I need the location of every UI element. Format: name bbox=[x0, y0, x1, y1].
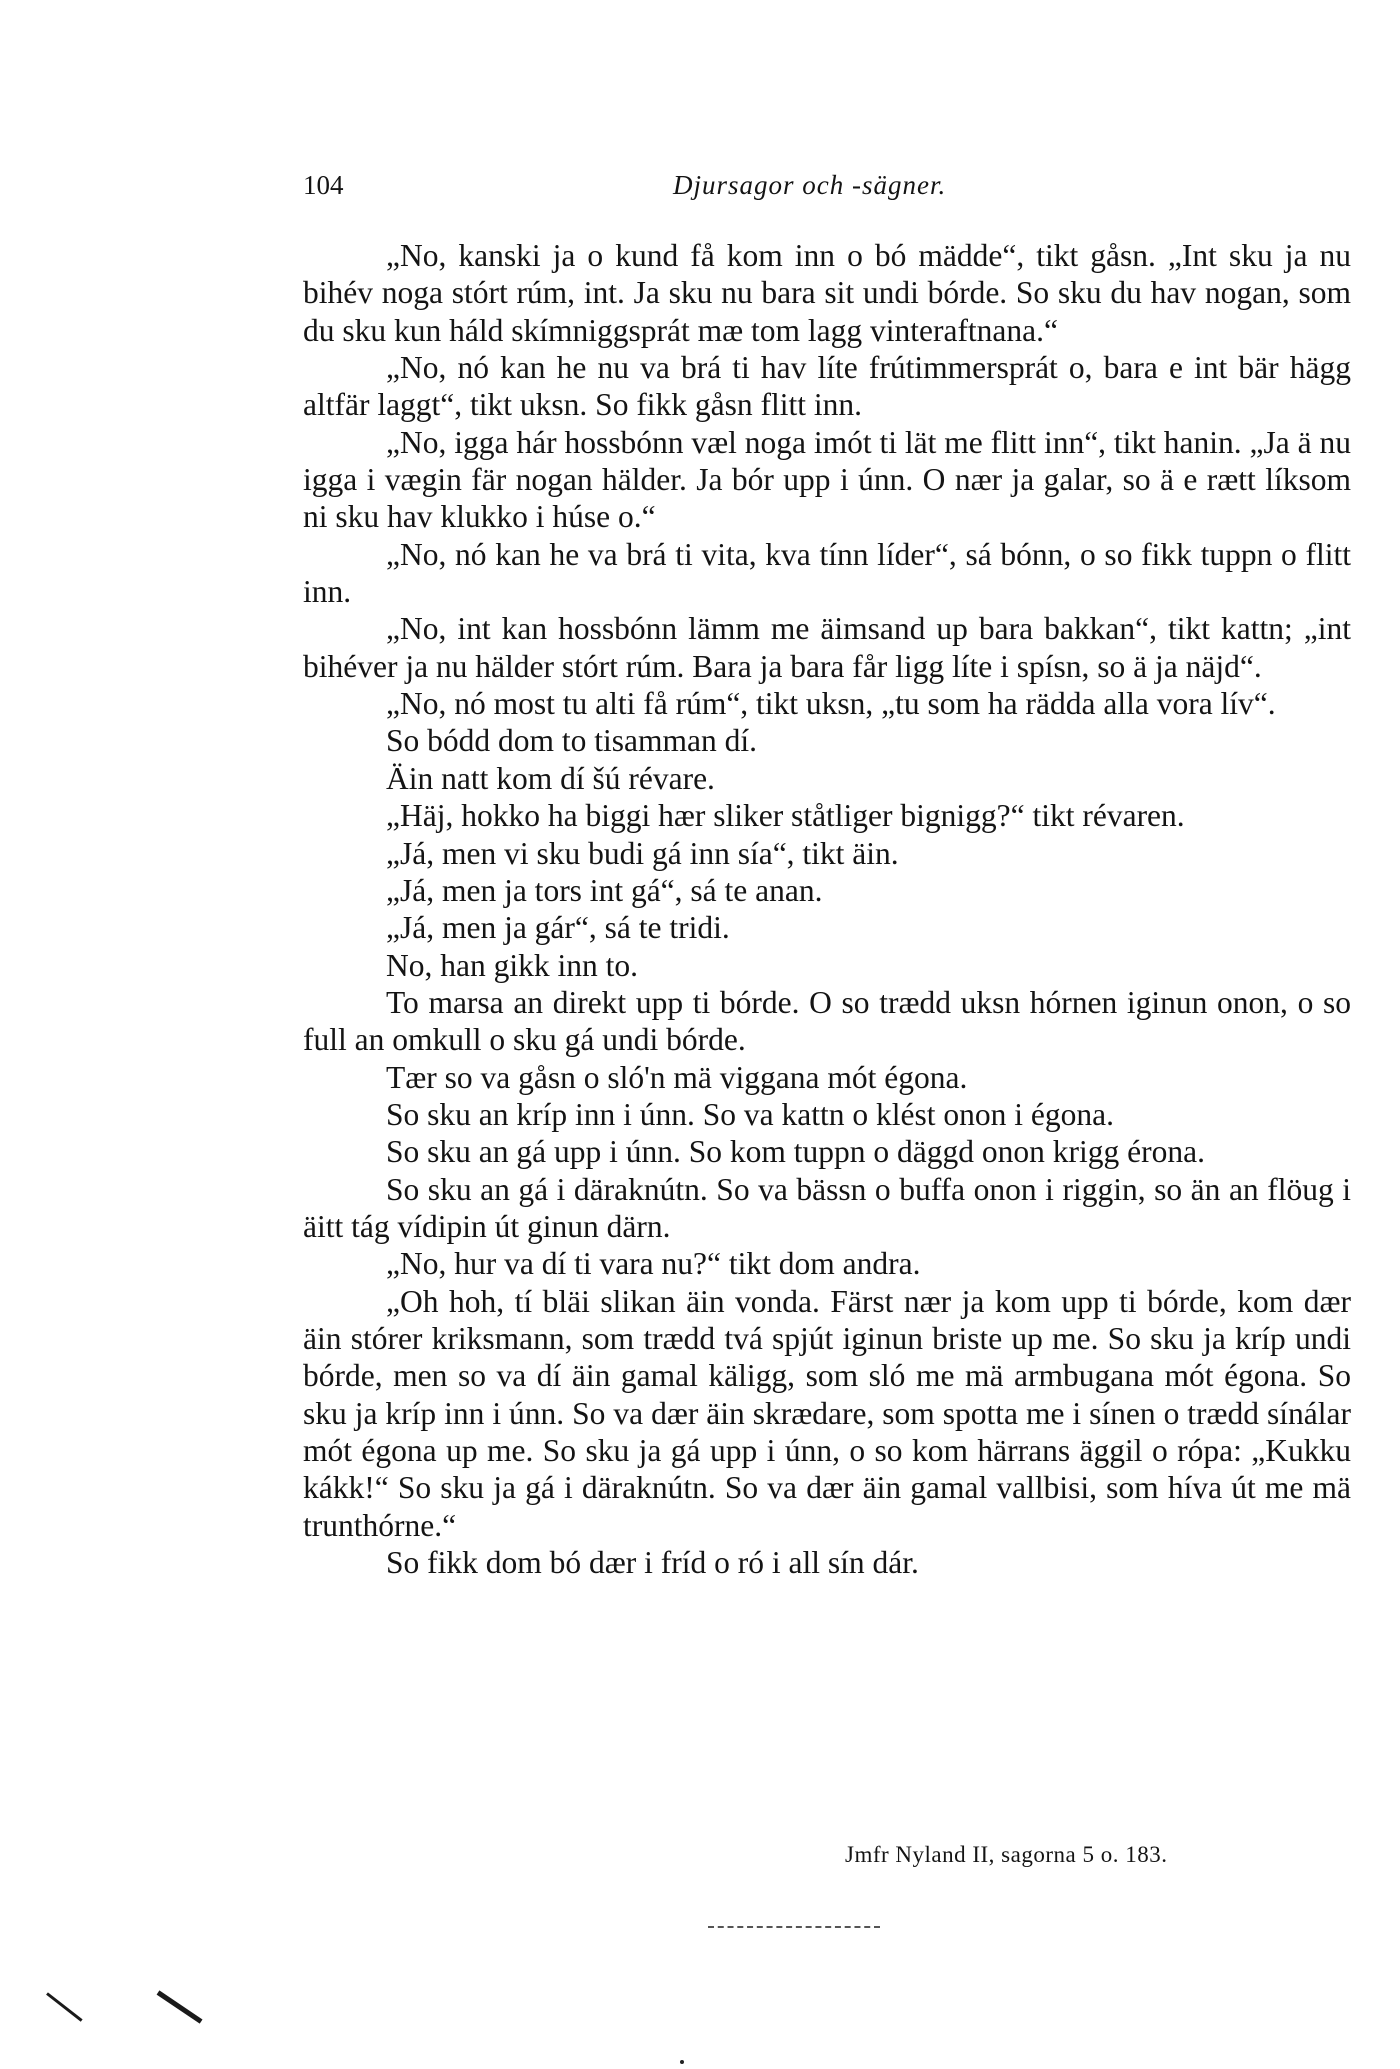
paragraph: „No, igga hár hossbónn væl noga imót ti lät me flitt inn“, tikt hanin. „Ja ä nu igga i vægin fär nogan hälder. Ja bór upp i únn. O nær ja galar, so ä e rætt líksom ni sku hav klukko i húse o.“ bbox=[303, 424, 1351, 535]
paragraph: Äin natt kom dí šú révare. bbox=[386, 760, 715, 796]
paragraph: So sku an gá i däraknútn. So va bässn o buffa onon i riggin, so än an flöug i äitt tág vídipin út ginun därn. bbox=[303, 1171, 1351, 1244]
paragraph: „Já, men ja gár“, sá te tridi. bbox=[386, 910, 730, 946]
paragraph: „No, nó most tu alti få rúm“, tikt uksn, „tu som ha rädda alla vora lív“. bbox=[386, 686, 1276, 722]
scan-mark bbox=[157, 1990, 203, 2023]
paragraph: „No, int kan hossbónn lämm me äimsand up bara bakkan“, tikt kattn; „int bihéver ja nu hälder stórt rúm. Bara ja bara får ligg líte i spísn, so ä ja näjd“. bbox=[303, 611, 1351, 684]
paragraph: „Já, men ja tors int gá“, sá te anan. bbox=[386, 872, 823, 908]
paragraph: So sku an kríp inn i únn. So va kattn o klést onon i égona. bbox=[386, 1096, 1114, 1132]
paragraph: „No, nó kan he nu va brá ti hav líte frútimmersprát o, bara e int bär hägg altfär laggt“, tikt uksn. So fikk gåsn flitt inn. bbox=[303, 350, 1351, 423]
scan-mark bbox=[46, 1992, 83, 2021]
paragraph: So sku an gá upp i únn. So kom tuppn o däggd onon krigg érona. bbox=[386, 1134, 1205, 1170]
paragraph: To marsa an direkt upp ti bórde. O so trædd uksn hórnen iginun onon, o so full an omkull o sku gá undi bórde. bbox=[303, 984, 1351, 1058]
paragraph: „Oh hoh, tí bläi slikan äin vonda. Färst nær ja kom upp ti bórde, kom dær äin stórer kriksmann, som trædd tvá spjút iginun briste up me. So sku ja kríp undi bórde, men so va dí äin gamal käligg, som sló me mä armbugana mót égona. So sku ja kríp inn i únn. So va dær äin skrædare, som spotta me i sínen o trædd sínálar mót égona up me. So sku ja gá upp i únn, o so kom härrans äggil o rópa: „Kukku kákk!“ So sku ja gá i däraknútn. So va dær äin gamal vallbisi, som híva út me mä trunthórne.“ bbox=[303, 1283, 1351, 1543]
paragraph: „No, kanski ja o kund få kom inn o bó mädde“, tikt gåsn. „Int sku ja nu bihév noga stórt rúm, int. Ja sku nu bara sit undi bórde. So sku du hav nogan, som du sku kun háld skímniggsprát mæ tom lagg vinteraftnana.“ bbox=[303, 238, 1351, 348]
paragraph: „Häj, hokko ha biggi hær sliker ståtliger bignigg?“ tikt révaren. bbox=[386, 798, 1185, 834]
paragraph: No, han gikk inn to. bbox=[386, 947, 638, 983]
running-title: Djursagor och -sägner. bbox=[673, 170, 947, 200]
section-end-rule bbox=[708, 1926, 880, 1928]
paragraph: So fikk dom bó dær i fríd o ró i all sín dár. bbox=[386, 1545, 919, 1581]
running-head bbox=[303, 170, 1348, 210]
scan-speck bbox=[680, 2060, 684, 2064]
body-text bbox=[303, 237, 1351, 1581]
source-citation: Jmfr Nyland II, sagorna 5 o. 183. bbox=[845, 1842, 1168, 1867]
paragraph: „Já, men vi sku budi gá inn sía“, tikt äin. bbox=[386, 835, 899, 871]
page-number: 104 bbox=[303, 170, 344, 200]
paragraph: „No, nó kan he va brá ti vita, kva tínn líder“, sá bónn, o so fikk tuppn o flitt inn. bbox=[303, 536, 1351, 610]
paragraph: „No, hur va dí ti vara nu?“ tikt dom andra. bbox=[386, 1246, 921, 1282]
paragraph: So bódd dom to tisamman dí. bbox=[386, 723, 758, 759]
paragraph: Tær so va gåsn o sló'n mä viggana mót égona. bbox=[386, 1059, 968, 1095]
